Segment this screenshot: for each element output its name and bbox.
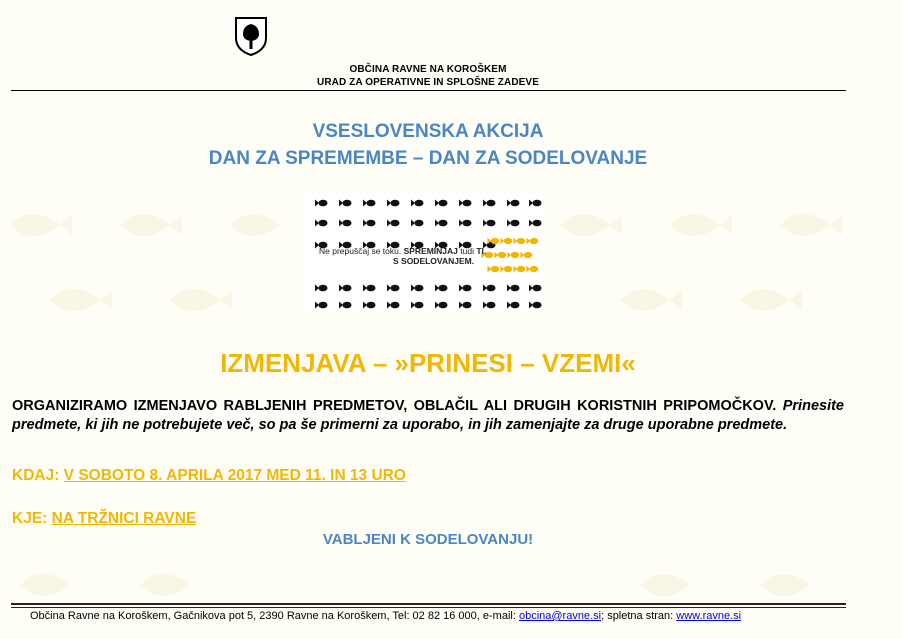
fish-icon bbox=[459, 302, 472, 309]
fish-icon bbox=[529, 220, 542, 227]
footer-divider-thin bbox=[11, 607, 846, 608]
fish-icon bbox=[507, 200, 520, 207]
fish-icon bbox=[315, 285, 328, 292]
fish-icon bbox=[529, 200, 542, 207]
intro-paragraph bbox=[12, 397, 844, 435]
fish-icon bbox=[315, 302, 328, 309]
intro-rest: Prinesite predmete, ki jih ne potrebujete več, so pa še primerni za uporabo, in jih zamenjajte za druge uporabne predmete. bbox=[12, 398, 844, 433]
fish-icon bbox=[459, 285, 472, 292]
slogan-part1: Ne prepuščaj se toku. bbox=[319, 246, 404, 256]
event-location bbox=[12, 510, 196, 528]
footer-web-label: ; spletna stran: bbox=[601, 610, 677, 622]
fish-icon bbox=[483, 285, 496, 292]
fish-icon bbox=[315, 220, 328, 227]
footer-divider-thick bbox=[11, 603, 846, 605]
fish-icon bbox=[459, 200, 472, 207]
fish-icon bbox=[507, 252, 519, 259]
invitation-text: VABLJENI K SODELOVANJU! bbox=[322, 531, 534, 548]
slogan-part2: tudi bbox=[457, 246, 477, 256]
fish-icon bbox=[339, 285, 352, 292]
exchange-title: IZMENJAVA – »PRINESI – VZEMI« bbox=[220, 348, 636, 378]
municipal-crest-icon bbox=[234, 16, 268, 56]
fish-icon bbox=[411, 200, 424, 207]
fish-icon bbox=[363, 220, 376, 227]
footer-contact bbox=[30, 610, 741, 622]
fish-icon bbox=[411, 285, 424, 292]
when-label: KDAJ: bbox=[12, 467, 64, 484]
fish-icon bbox=[529, 285, 542, 292]
fish-icon bbox=[507, 285, 520, 292]
municipality-name: OBČINA RAVNE NA KOROŠKEM bbox=[349, 64, 507, 75]
fish-icon bbox=[500, 238, 512, 245]
footer-address: Občina Ravne na Koroškem, Gačnikova pot 5, 2390 Ravne na Koroškem, Tel: 02 82 16 000, e-mail: bbox=[30, 610, 519, 622]
fish-icon bbox=[526, 266, 538, 273]
campaign-poster bbox=[305, 193, 542, 313]
fish-icon bbox=[459, 220, 472, 227]
website-link[interactable]: www.ravne.si bbox=[676, 610, 742, 622]
where-value: NA TRŽNICI RAVNE bbox=[51, 510, 197, 527]
fish-icon bbox=[387, 285, 400, 292]
poster-slogan bbox=[319, 246, 486, 266]
fish-icon bbox=[339, 200, 352, 207]
fish-icon bbox=[487, 266, 499, 273]
fish-icon bbox=[507, 302, 520, 309]
fish-icon bbox=[494, 252, 506, 259]
fish-icon bbox=[363, 302, 376, 309]
fish-icon bbox=[483, 200, 496, 207]
fish-icon bbox=[483, 302, 496, 309]
fish-icon bbox=[387, 302, 400, 309]
fish-icon bbox=[363, 200, 376, 207]
fish-icon bbox=[435, 302, 448, 309]
fish-icon bbox=[387, 200, 400, 207]
when-value: V SOBOTO 8. APRILA 2017 MED 11. IN 13 URO bbox=[63, 467, 406, 484]
fish-icon bbox=[363, 285, 376, 292]
fish-icon bbox=[339, 302, 352, 309]
fish-icon bbox=[520, 252, 532, 259]
fish-icon bbox=[315, 200, 328, 207]
fish-icon bbox=[411, 302, 424, 309]
fish-icon bbox=[387, 220, 400, 227]
fish-icon bbox=[526, 238, 538, 245]
slogan-bold2: TI. bbox=[476, 246, 487, 256]
action-title: VSESLOVENSKA AKCIJA bbox=[312, 121, 544, 142]
action-subtitle: DAN ZA SPREMEMBE – DAN ZA SODELOVANJE bbox=[208, 148, 648, 169]
department-name: URAD ZA OPERATIVNE IN SPLOŠNE ZADEVE bbox=[317, 77, 539, 88]
fish-icon bbox=[435, 285, 448, 292]
intro-lead: ORGANIZIRAMO IZMENJAVO RABLJENIH PREDMETOV, OBLAČIL ALI DRUGIH KORISTNIH PRIPOMOČKOV. bbox=[12, 398, 777, 414]
fish-icon bbox=[513, 238, 525, 245]
slogan-line2: S SODELOVANJEM. bbox=[393, 256, 475, 266]
fish-icon bbox=[500, 266, 512, 273]
event-time bbox=[12, 467, 406, 485]
fish-icon bbox=[435, 220, 448, 227]
where-label: KJE: bbox=[12, 510, 52, 527]
fish-icon bbox=[529, 302, 542, 309]
slogan-bold1: SPREMINJAJ bbox=[403, 246, 458, 256]
header-divider bbox=[11, 90, 846, 91]
fish-icon bbox=[513, 266, 525, 273]
fish-icon bbox=[435, 200, 448, 207]
fish-icon bbox=[507, 220, 520, 227]
email-link[interactable]: obcina@ravne.si bbox=[518, 610, 602, 622]
fish-icon bbox=[411, 220, 424, 227]
fish-icon bbox=[483, 220, 496, 227]
fish-icon bbox=[339, 220, 352, 227]
